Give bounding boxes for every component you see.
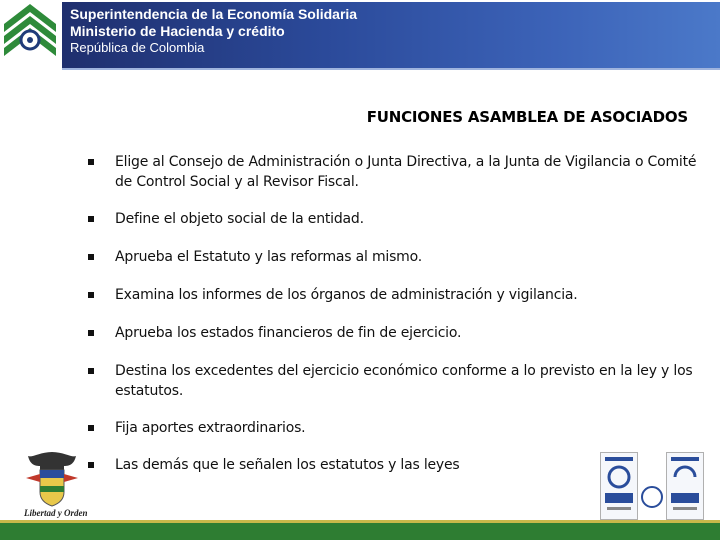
list-item-text: Aprueba el Estatuto y las reformas al mismo. (115, 249, 422, 265)
list-item (88, 209, 698, 229)
functions-list (88, 152, 698, 475)
list-item (88, 152, 698, 192)
list-item-text: Destina los excedentes del ejercicio económico conforme a lo previsto en la ley y los estatutos. (115, 363, 693, 399)
list-item (88, 247, 698, 267)
footer-bar (0, 523, 720, 540)
bullet-icon (88, 462, 94, 468)
header-line-2: Ministerio de Hacienda y crédito (70, 23, 285, 39)
list-item-text: Examina los informes de los órganos de administración y vigilancia. (115, 287, 578, 303)
list-item (88, 323, 698, 343)
header (0, 0, 720, 72)
bullet-icon (88, 425, 94, 431)
certification-badge-icon (600, 452, 638, 520)
list-item (88, 361, 698, 401)
certification-badge-icon (666, 452, 704, 520)
page-title: FUNCIONES ASAMBLEA DE ASOCIADOS (366, 108, 688, 126)
list-item (88, 285, 698, 305)
bullet-icon (88, 368, 94, 374)
bullet-icon (88, 159, 94, 165)
bullet-icon (88, 292, 94, 298)
list-item-text: Aprueba los estados financieros de fin de ejercicio. (115, 325, 462, 341)
list-item (88, 418, 698, 438)
bullet-icon (88, 216, 94, 222)
list-item-text: Define el objeto social de la entidad. (115, 211, 364, 227)
iqnet-seal-icon (641, 486, 663, 508)
list-item-text: Fija aportes extraordinarios. (115, 420, 306, 436)
header-divider (62, 68, 720, 70)
header-line-1: Superintendencia de la Economía Solidaria (70, 6, 358, 22)
coat-of-arms-motto: Libertad y Orden (24, 508, 88, 518)
list-item-text: Elige al Consejo de Administración o Junta Directiva, a la Junta de Vigilancia o Comité de Control Social y al Revisor Fiscal. (115, 154, 697, 190)
list-item-text: Las demás que le señalen los estatutos y las leyes (115, 457, 460, 473)
supersolidaria-logo-icon (2, 2, 58, 68)
header-line-3: República de Colombia (70, 40, 205, 55)
bullet-icon (88, 330, 94, 336)
bullet-icon (88, 254, 94, 260)
